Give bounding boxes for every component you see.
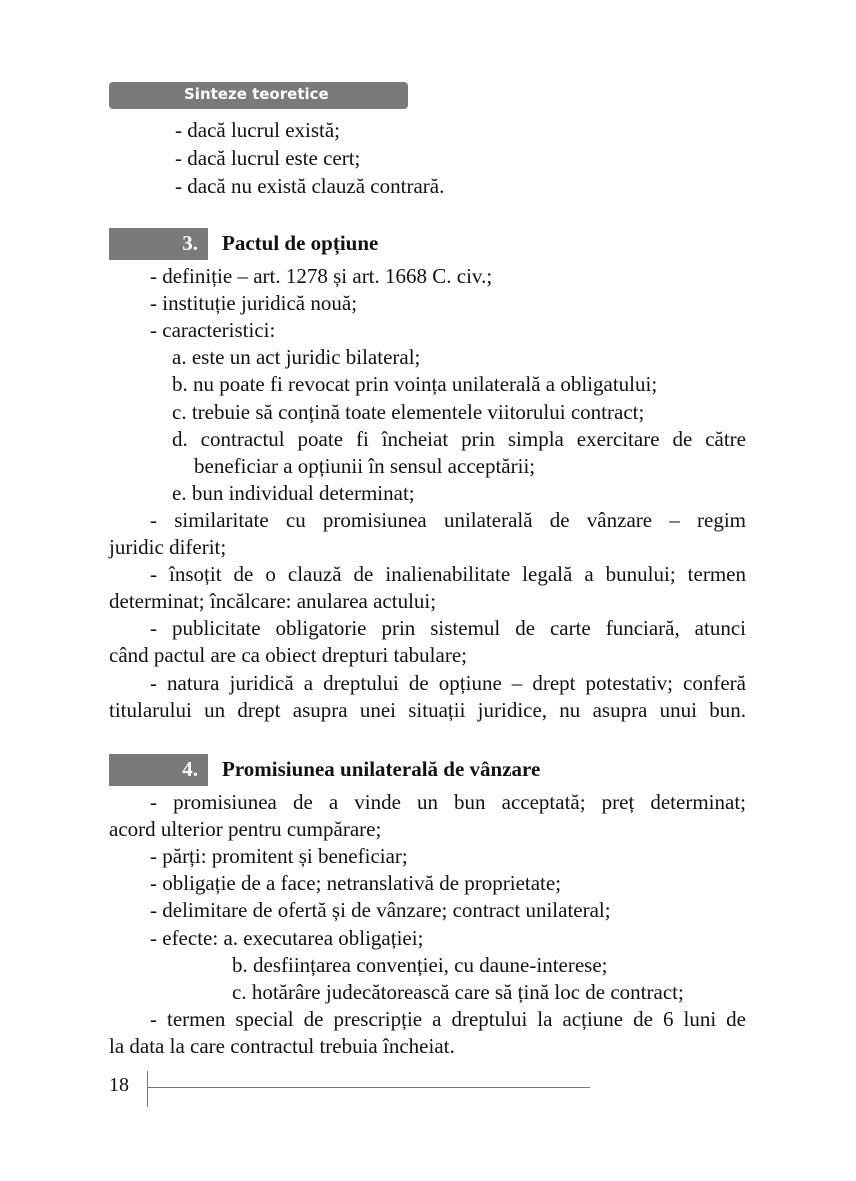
text-line: - delimitare de ofertă și de vânzare; contract unilateral; — [150, 898, 611, 923]
text-line: b. nu poate fi revocat prin voința unilaterală a obligatului; — [172, 372, 658, 397]
text-line: c. trebuie să conțină toate elementele viitorului contract; — [172, 399, 645, 424]
text-line: d. contractul poate fi încheiat prin simpla exercitare de către — [172, 426, 746, 451]
running-header-label: Sinteze teoretice — [184, 85, 329, 103]
section-title: Promisiunea unilaterală de vânzare — [222, 757, 541, 781]
text-line: - caracteristici: — [150, 318, 276, 343]
section-title: Pactul de opțiune — [222, 231, 379, 255]
text-line: e. bun individual determinat; — [172, 480, 415, 505]
text-line: - efecte: a. executarea obligației; — [150, 925, 424, 950]
running-header — [109, 82, 408, 109]
text-line: b. desființarea convenției, cu daune-interese; — [232, 952, 608, 977]
text-line: - obligație de a face; netranslativă de proprietate; — [150, 871, 562, 896]
text-line: - similaritate cu promisiunea unilaterală de vânzare – regim — [150, 507, 746, 532]
text-line: - părți: promitent și beneficiar; — [150, 844, 408, 869]
text-line: - dacă nu există clauză contrară. — [175, 174, 445, 198]
text-line: - dacă lucrul este cert; — [175, 146, 361, 170]
text-line: - însoțit de o clauză de inalienabilitate legală a bunului; termen — [150, 562, 746, 587]
footer-divider-vertical — [147, 1071, 148, 1107]
text-line: - dacă lucrul există; — [175, 118, 341, 142]
text-line: a. este un act juridic bilateral; — [172, 345, 421, 370]
text-line: - publicitate obligatorie prin sistemul de carte funciară, atunci — [150, 616, 746, 641]
footer-rule — [147, 1087, 590, 1088]
text-line: - instituție juridică nouă; — [150, 291, 358, 316]
text-line: titularului un drept asupra unei situații juridice, nu asupra unui bun. — [109, 697, 746, 722]
text-line: - natura juridică a dreptului de opțiune – drept potestativ; conferă — [150, 670, 746, 695]
text-line: c. hotărâre judecătorească care să țină loc de contract; — [232, 979, 684, 1004]
text-line: determinat; încălcare: anularea actului; — [109, 589, 437, 614]
section-number: 4. — [182, 757, 198, 781]
text-line: la data la care contractul trebuia încheiat. — [109, 1033, 455, 1058]
text-line: acord ulterior pentru cumpărare; — [109, 817, 382, 842]
text-line: - promisiunea de a vinde un bun acceptată; preț determinat; — [150, 790, 746, 814]
section-number-box — [109, 754, 208, 786]
text-line: - definiție – art. 1278 și art. 1668 C. civ.; — [150, 264, 493, 288]
text-line: juridic diferit; — [109, 535, 227, 559]
text-line: când pactul are ca obiect drepturi tabulare; — [109, 643, 467, 668]
section-number-box — [109, 228, 208, 260]
text-line: - termen special de prescripție a dreptului la acțiune de 6 luni de — [150, 1006, 746, 1031]
page-number: 18 — [109, 1074, 129, 1096]
section-number: 3. — [182, 231, 198, 255]
text-line: beneficiar a opțiunii în sensul acceptării; — [194, 453, 536, 478]
